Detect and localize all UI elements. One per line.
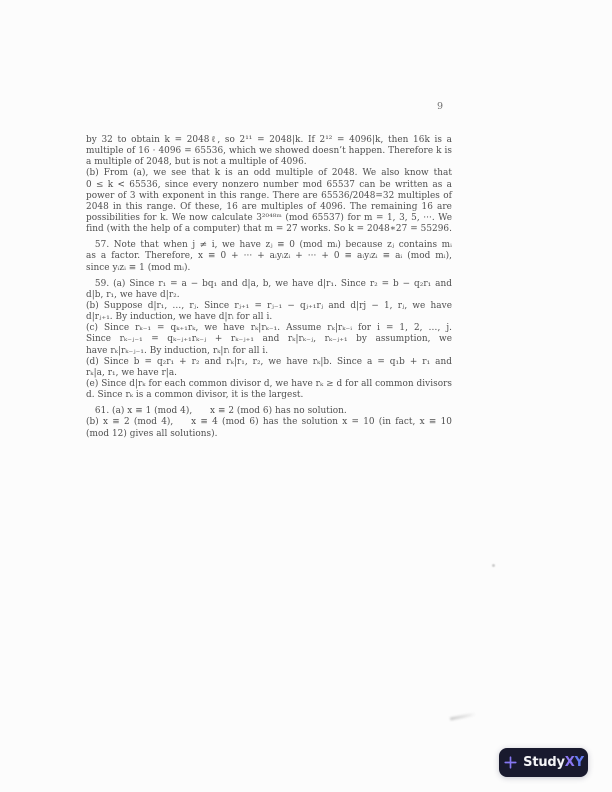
text-line: multiple of 16 · 4096 = 65536, which we showed doesn’t happen. Therefore k is [86, 146, 452, 157]
brand-y: Y [574, 755, 584, 770]
page-text [86, 135, 452, 440]
text-line: (b) x ≡ 2 (mod 4), x ≡ 4 (mod 6) has the solution x = 10 (in fact, x ≡ 10 [86, 417, 452, 428]
plus-icon [503, 755, 518, 770]
text-line: a multiple of 2048, but is not a multiple of 4096. [86, 157, 307, 168]
text-line: (mod 12) gives all solutions). [86, 428, 218, 439]
text-line: d. Since rₖ is a common divisor, it is the largest. [86, 390, 304, 401]
scan-artifact-smudge [450, 713, 476, 721]
text-line: 0 ≤ k < 65536, since every nonzero number mod 65537 can be written as a [86, 179, 452, 190]
text-line: (d) Since b = q₂r₁ + r₂ and rₖ|r₁, r₂, we have rₖ|b. Since a = q₁b + r₁ and [86, 356, 452, 367]
text-line: since yᵢzᵢ ≡ 1 (mod mᵢ). [86, 262, 191, 273]
studyxy-badge[interactable] [499, 748, 588, 777]
brand-study: Study [523, 755, 565, 770]
text-line: d|rⱼ₊₁. By induction, we have d|rᵢ for all i. [86, 312, 273, 323]
text-line: d|b, r₁, we have d|r₂. [86, 289, 180, 300]
brand-x: X [564, 755, 575, 770]
text-line: as a factor. Therefore, x ≡ 0 + ··· + aᵢyᵢzᵢ + ··· + 0 ≡ aᵢyᵢzᵢ ≡ aᵢ (mod mᵢ), [86, 251, 452, 262]
text-line: have rₖ|rₖ₋ⱼ₋₁. By induction, rₖ|rᵢ for all i. [86, 345, 269, 356]
text-line: 2048 in this range. Of these, 16 are multiples of 4096. The remaining 16 are [86, 201, 452, 212]
text-line: Since rₖ₋ⱼ₋₁ = qₖ₋ⱼ₊₁rₖ₋ⱼ + rₖ₋ⱼ₊₁ and rₖ|rₖ₋ⱼ, rₖ₋ⱼ₊₁ by assumption, we [86, 334, 452, 345]
text-line: 57. Note that when j ≠ i, we have zⱼ ≡ 0 (mod mᵢ) because zⱼ contains mᵢ [86, 240, 452, 251]
page-number: 9 [437, 101, 444, 112]
text-line: (c) Since rₖ₋₁ = qₖ₊₁rₖ, we have rₖ|rₖ₋₁. Assume rₖ|rₖ₋ᵢ for i = 1, 2, …, j. [86, 323, 452, 334]
text-line: possibilities for k. We now calculate 3²⁰⁴⁸ᵐ (mod 65537) for m = 1, 3, 5, ···. We [86, 212, 452, 223]
text-line: by 32 to obtain k = 2048ℓ, so 2¹¹ = 2048|k. If 2¹² = 4096|k, then 16k is a [86, 135, 452, 145]
text-line: (e) Since d|rₖ for each common divisor d, we have rₖ ≥ d for all common divisors [86, 378, 452, 389]
text-line: 59. (a) Since r₁ = a − bq₁ and d|a, b, we have d|r₁. Since r₂ = b − q₂r₁ and [86, 278, 452, 289]
scan-artifact-dot [492, 564, 495, 567]
text-line: rₖ|a, r₁, we have r|a. [86, 367, 178, 378]
text-line: power of 3 with exponent in this range. There are 65536/2048=32 multiples of [86, 190, 452, 201]
text-line: (b) From (a), we see that k is an odd multiple of 2048. We also know that [86, 168, 452, 179]
brand-wordmark [523, 755, 584, 770]
text-line: find (with the help of a computer) that m = 27 works. So k = 2048∗27 = 55296. [86, 224, 452, 235]
text-line: (b) Suppose d|r₁, …, rⱼ. Since rⱼ₊₁ = rⱼ₋₁ − qⱼ₊₁rⱼ and d|rj − 1, rⱼ, we have [86, 300, 452, 311]
text-line: 61. (a) x ≡ 1 (mod 4), x ≡ 2 (mod 6) has no solution. [86, 406, 347, 417]
